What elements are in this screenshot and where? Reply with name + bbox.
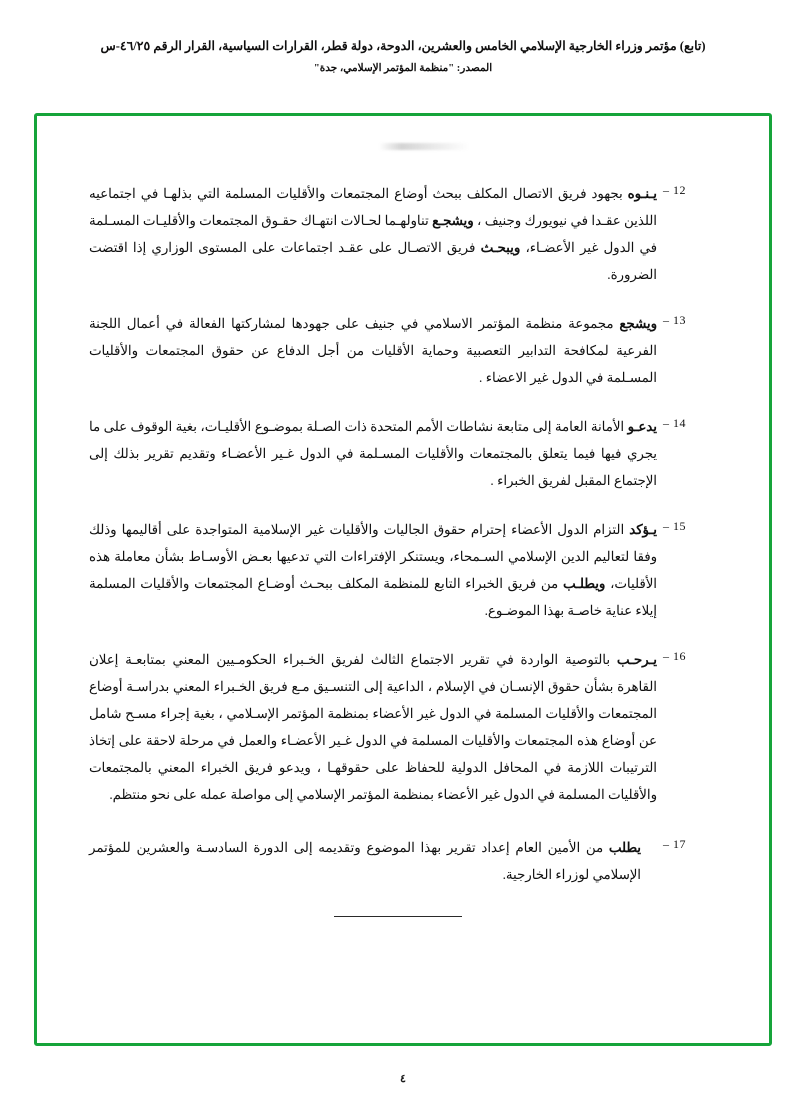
section-divider (334, 916, 462, 917)
clause-text: يـنـوه بجهود فريق الاتصال المكلف ببحث أوضاع المجتمعات والأقليات المسلمة التي بذلهـا في اجتماعيه اللذين عقـدا في نيويورك وجنيف ، ويشجـع تناولهـما لحـالات انتهـاك حقـوق المجتمعات والأقليـات المسـلمة في الدول غير الأعضـاء، ويبحـث فريق الاتصـال على عقـد اجتماعات على المستوى الوزاري إذا اقتضت الضرورة. (89, 186, 657, 282)
clause-list (89, 180, 707, 888)
clause-text: يـؤكد التزام الدول الأعضاء إحترام حقوق الجاليات والأقليات غير الإسلامية المتواجدة على أقاليمها وذلك وفقا لتعاليم الدين الإسلامي السـمحاء، ويستنكر الإفتراءات التي تدعيها بعـض الأوسـاط بشأن معاملة هذه الأقليات، ويطلـب من فريق الخبراء التابع للمنظمة المكلف ببحـث أوضـاع المجتمعات والأقليات المسلمة إيلاء عناية خاصـة بهذا الموضـوع. (89, 522, 657, 618)
clause-text: يـرحـب بالتوصية الواردة في تقرير الاجتماع الثالث لفريق الخـبراء الحكومـيين المعني بمتابعـة إعلان القاهرة بشأن حقوق الإنسـان في الإسلام ، الداعية إلى التنسـيق مـع فريق الخـبراء المعني بدراسـة أوضاع المجتمعات والأقليات المسلمة في الدول غير الأعضاء بمنظمة المؤتمر الإسـلامي ، بغية إجراء مسـح شامل عن أوضاع هذه المجتمعات والأقليات المسلمة في الدول غـير الأعضـاء والعمل في مرحلة لاحقة على إتخاذ الترتيبات اللازمة في المحافل الدولية للحفاظ على حقوقهـا ، ويدعو فريق الخبراء المعني بالمجتمعات والأقليات المسلمة في الدول غير الأعضاء بمنظمة المؤتمر الإسلامي إلى مواصلة عمله على نحو منتظم. (89, 652, 657, 802)
list-item (89, 834, 707, 888)
list-item (89, 516, 707, 624)
list-item (89, 646, 707, 808)
header-source-line: المصدر: "منظمة المؤتمر الإسلامي، جدة" (313, 63, 493, 74)
green-content-frame (34, 113, 772, 1046)
clause-number: 12 – (663, 183, 686, 197)
clause-number: 16 – (663, 649, 686, 663)
clause-number: 15 – (663, 519, 686, 533)
clause-number: 13 – (663, 313, 686, 327)
clause-number: 17 – (663, 837, 686, 851)
page-number: ٤ (400, 1073, 406, 1085)
frame-inner (37, 116, 769, 1043)
section-divider-wrap (89, 916, 707, 917)
clause-text: ويشجع مجموعة منظمة المؤتمر الاسلامي في جنيف على جهودها لمشاركتها الفعالة في أعمال اللجنة الفرعية لمكافحة التدابير التعصبية وحماية الأقليات من أجل الدفاع عن حقوق المجتمعات والأقليات المسـلمة في الدول غير الاعضاء . (89, 316, 657, 385)
clause-text: يطلب من الأمين العام إعداد تقرير بهذا الموضوع وتقديمه إلى الدورة السادسـة والعشرين للمؤتمر الإسلامي لوزراء الخارجية. (89, 840, 641, 882)
page-header (0, 0, 806, 74)
scan-smudge-artifact (379, 143, 469, 150)
list-item (89, 180, 707, 288)
clause-text: يدعـو الأمانة العامة إلى متابعة نشاطات الأمم المتحدة ذات الصـلة بموضـوع الأقليـات، بغية الوقوف على ما يجري فيها فيما يتعلق بالمجتمعات والأقليات المسـلمة في الدول غـير الأعضـاء وتقديم تقرير بذلك إلى الإجتماع المقبل لفريق الخبراء . (89, 419, 657, 488)
clause-number: 14 – (663, 416, 686, 430)
page-footer (0, 1072, 806, 1085)
header-title-line: (تابع) مؤتمر وزراء الخارجية الإسلامي الخامس والعشرين، الدوحة، دولة قطر، القرارات السياسية، القرار الرقم ٤٦/٢٥-س (100, 39, 706, 53)
list-item (89, 413, 707, 494)
list-item (89, 310, 707, 391)
